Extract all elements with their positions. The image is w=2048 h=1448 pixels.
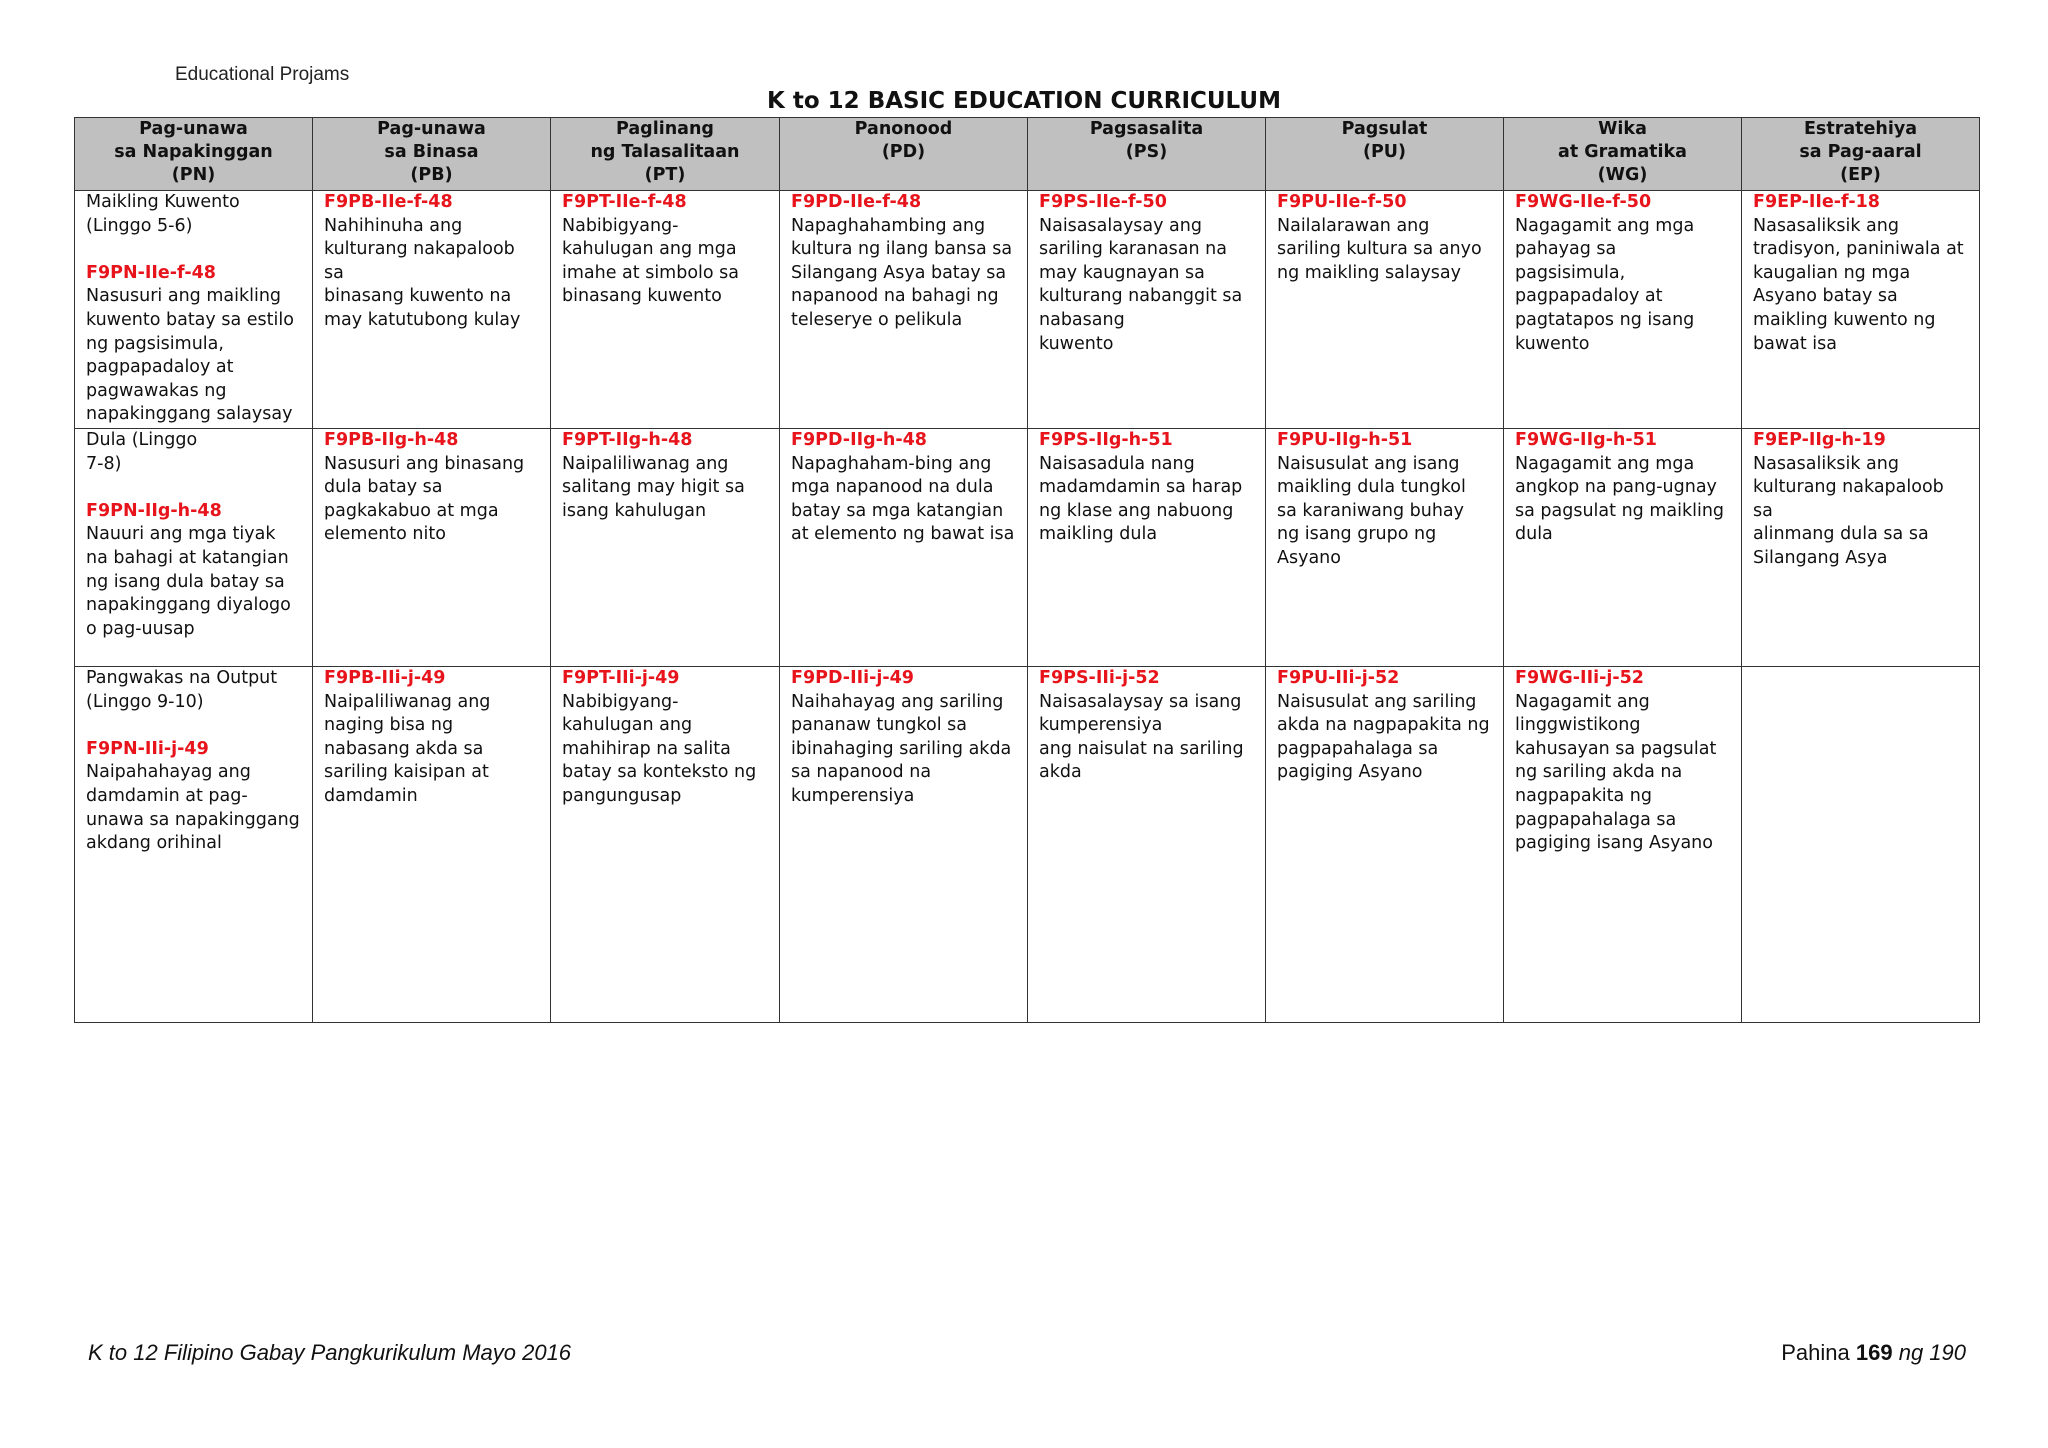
- table-row: [75, 667, 1980, 1023]
- table-cell-pn: [75, 429, 313, 667]
- competency-code: F9WG-IIe-f-50: [1515, 192, 1652, 212]
- competency-code: F9PD-IIi-j-49: [791, 668, 914, 688]
- unit-intro: Pangwakas na Output (Linggo 9-10): [86, 668, 278, 712]
- header-line: sa Napakinggan: [114, 142, 273, 162]
- header-line: (WG): [1597, 165, 1648, 185]
- page-number: 169: [1855, 1340, 1893, 1365]
- competency-code: F9PS-IIi-j-52: [1039, 668, 1160, 688]
- header-line: sa Pag-aaral: [1799, 142, 1922, 162]
- table-cell-ps: [1028, 667, 1266, 1023]
- competency-code: F9PD-IIg-h-48: [791, 430, 927, 450]
- header-line: (PD): [881, 142, 926, 162]
- header-line: (PN): [171, 165, 216, 185]
- header-pb: [313, 118, 551, 191]
- table-cell-pd: [780, 429, 1028, 667]
- competency-desc: Nasusuri ang binasang dula batay sa pagkakabuo at mga elemento nito: [324, 453, 525, 545]
- competency-code: F9PN-IIi-j-49: [86, 738, 209, 759]
- competency-desc: Nauuri ang mga tiyak na bahagi at katangian ng isang dula batay sa napakinggang diyalogo o pag-uusap: [86, 524, 291, 639]
- table-cell-pb: [313, 191, 551, 429]
- header-ep: [1742, 118, 1980, 191]
- page-total: ng 190: [1898, 1340, 1966, 1365]
- competency-code: F9PN-IIg-h-48: [86, 500, 222, 521]
- competency-desc: Naipaliliwanag ang salitang may higit sa isang kahulugan: [562, 453, 745, 521]
- competency-desc: Nasusuri ang maikling kuwento batay sa estilo ng pagsisimula, pagpapadaloy at pagwawakas ng napakinggang salaysay: [86, 286, 294, 425]
- header-pd: [780, 118, 1028, 191]
- table-cell-ps: [1028, 191, 1266, 429]
- header-pu: [1266, 118, 1504, 191]
- competency-code: F9PB-IIg-h-48: [324, 430, 459, 450]
- header-line: Pag-unawa: [377, 119, 486, 139]
- header-line: Paglinang: [616, 119, 714, 139]
- table-cell-pu: [1266, 667, 1504, 1023]
- header-line: Pagsasalita: [1089, 119, 1204, 139]
- competency-desc: Napaghaham-bing ang mga napanood na dula batay sa mga katangian at elemento ng bawat isa: [791, 453, 1015, 545]
- competency-code: F9PT-IIg-h-48: [562, 430, 693, 450]
- competency-desc: Nagagamit ang mga pahayag sa pagsisimula, pagpapadaloy at pagtatapos ng isang kuwento: [1515, 215, 1695, 354]
- table-cell-pd: [780, 667, 1028, 1023]
- competency-desc: Nailalarawan ang sariling kultura sa anyo ng maikling salaysay: [1277, 215, 1482, 283]
- table-cell-pn: [75, 191, 313, 429]
- competency-desc: Naihahayag ang sariling pananaw tungkol sa ibinahaging sariling akda sa napanood na kumperensiya: [791, 691, 1012, 806]
- footer-page-number: [1781, 1340, 1966, 1366]
- page-label: Pahina: [1781, 1340, 1850, 1365]
- header-ps: [1028, 118, 1266, 191]
- header-pn: [75, 118, 313, 191]
- header-line: at Gramatika: [1558, 142, 1687, 162]
- header-line: Pag-unawa: [139, 119, 248, 139]
- competency-code: F9WG-IIi-j-52: [1515, 668, 1644, 688]
- competency-code: F9PD-IIe-f-48: [791, 192, 922, 212]
- header-line: Estratehiya: [1803, 119, 1918, 139]
- header-line: (PS): [1125, 142, 1168, 162]
- competency-desc: Naisusulat ang isang maikling dula tungkol sa karaniwang buhay ng isang grupo ng Asyano: [1277, 453, 1466, 568]
- table-cell-pu: [1266, 429, 1504, 667]
- table-cell-pt: [551, 667, 780, 1023]
- competency-desc: Naisasadula nang madamdamin sa harap ng klase ang nabuong maikling dula: [1039, 453, 1243, 545]
- table-cell-pt: [551, 429, 780, 667]
- table-cell-wg: [1504, 667, 1742, 1023]
- competency-code: F9EP-IIe-f-18: [1753, 192, 1880, 212]
- competency-desc: Nagagamit ang linggwistikong kahusayan sa pagsulat ng sariling akda na nagpapakita ng pagpapahalaga sa pagiging isang Asyano: [1515, 691, 1717, 854]
- competency-desc: Nagagamit ang mga angkop na pang-ugnay sa pagsulat ng maikling dula: [1515, 453, 1725, 545]
- table-cell-pb: [313, 667, 551, 1023]
- competency-code: F9PT-IIi-j-49: [562, 668, 680, 688]
- unit-intro: Maikling Kuwento (Linggo 5-6): [86, 192, 240, 236]
- competency-code: F9PU-IIg-h-51: [1277, 430, 1413, 450]
- competency-code: F9PS-IIg-h-51: [1039, 430, 1173, 450]
- competency-desc: Naisusulat ang sariling akda na nagpapakita ng pagpapahalaga sa pagiging Asyano: [1277, 691, 1490, 783]
- header-line: (PU): [1362, 142, 1407, 162]
- header-line: (PT): [644, 165, 686, 185]
- watermark-text: Educational Projams: [175, 64, 350, 85]
- header-line: ng Talasalitaan: [590, 142, 740, 162]
- competency-code: F9PB-IIi-j-49: [324, 668, 446, 688]
- competency-code: F9WG-IIg-h-51: [1515, 430, 1657, 450]
- table-cell-wg: [1504, 191, 1742, 429]
- table-cell-wg: [1504, 429, 1742, 667]
- competency-desc: Naisasalaysay sa isang kumperensiya ang naisulat na sariling akda: [1039, 691, 1244, 783]
- table-cell-pb: [313, 429, 551, 667]
- competency-desc: Napaghahambing ang kultura ng ilang bansa sa Silangang Asya batay sa napanood na bahagi ng teleserye o pelikula: [791, 215, 1013, 330]
- competency-code: F9PN-IIe-f-48: [86, 262, 216, 283]
- table-row: [75, 191, 1980, 429]
- header-line: Pagsulat: [1341, 119, 1428, 139]
- header-line: Panonood: [854, 119, 953, 139]
- table-row: [75, 429, 1980, 667]
- table-cell-pd: [780, 191, 1028, 429]
- competency-desc: Naipahahayag ang damdamin at pag- unawa sa napakinggang akdang orihinal: [86, 762, 300, 854]
- table-cell-ep: [1742, 429, 1980, 667]
- curriculum-table: [74, 117, 1980, 1023]
- header-pt: [551, 118, 780, 191]
- competency-code: F9EP-IIg-h-19: [1753, 430, 1886, 450]
- document-title: K to 12 BASIC EDUCATION CURRICULUM: [767, 88, 1281, 114]
- header-line: Wika: [1598, 119, 1647, 139]
- table-cell-pn: [75, 667, 313, 1023]
- competency-code: F9PU-IIe-f-50: [1277, 192, 1407, 212]
- table-cell-ep: [1742, 191, 1980, 429]
- unit-intro: Dula (Linggo 7-8): [86, 430, 198, 474]
- table-cell-pt: [551, 191, 780, 429]
- footer-document-name: K to 12 Filipino Gabay Pangkurikulum Mayo 2016: [88, 1340, 572, 1365]
- competency-desc: Nabibigyang- kahulugan ang mahihirap na salita batay sa konteksto ng pangungusap: [562, 691, 757, 806]
- header-line: (PB): [410, 165, 453, 185]
- competency-desc: Nahihinuha ang kulturang nakapaloob sa binasang kuwento na may katutubong kulay: [324, 215, 521, 330]
- competency-desc: Nabibigyang- kahulugan ang mga imahe at simbolo sa binasang kuwento: [562, 215, 740, 307]
- header-line: (EP): [1840, 165, 1881, 185]
- table-cell-ps: [1028, 429, 1266, 667]
- competency-desc: Naisasalaysay ang sariling karanasan na may kaugnayan sa kulturang nabanggit sa nabasang kuwento: [1039, 215, 1243, 354]
- header-wg: [1504, 118, 1742, 191]
- competency-code: F9PU-IIi-j-52: [1277, 668, 1400, 688]
- header-line: sa Binasa: [384, 142, 479, 162]
- competency-desc: Naipaliliwanag ang naging bisa ng nabasang akda sa sariling kaisipan at damdamin: [324, 691, 491, 806]
- competency-code: F9PB-IIe-f-48: [324, 192, 453, 212]
- table-cell-pu: [1266, 191, 1504, 429]
- table-cell-ep: [1742, 667, 1980, 1023]
- competency-desc: Nasasaliksik ang kulturang nakapaloob sa alinmang dula sa sa Silangang Asya: [1753, 453, 1944, 568]
- competency-code: F9PT-IIe-f-48: [562, 192, 687, 212]
- header-row: [75, 118, 1980, 191]
- competency-code: F9PS-IIe-f-50: [1039, 192, 1167, 212]
- competency-desc: Nasasaliksik ang tradisyon, paniniwala at kaugalian ng mga Asyano batay sa maikling kuwento ng bawat isa: [1753, 215, 1964, 354]
